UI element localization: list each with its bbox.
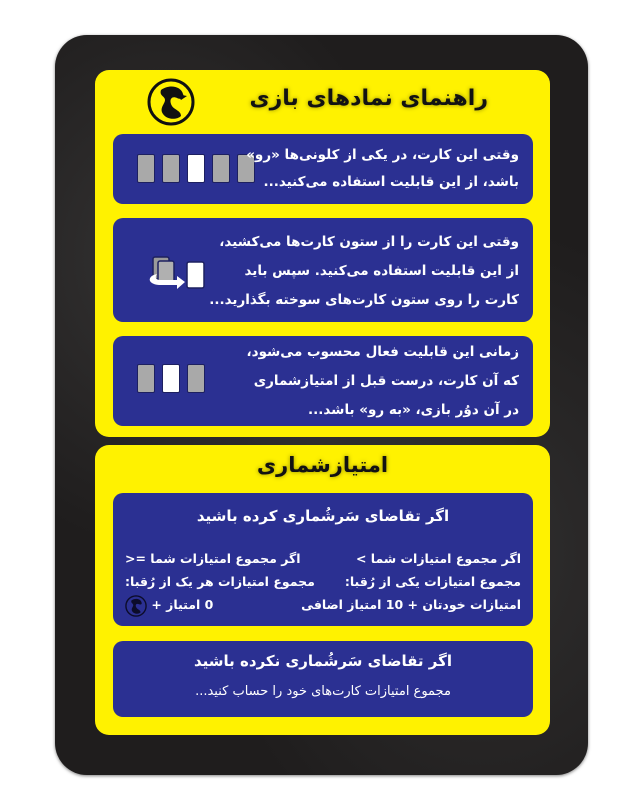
symbol-item-face-up-colony: [113, 134, 533, 204]
description-line: وقتی این کارت، در یکی از کلونی‌ها «رو»: [246, 147, 519, 163]
scoring-called-title: اگر تقاضای سَرشُماری کرده باشید: [196, 507, 450, 525]
symbol-description: [209, 228, 519, 315]
score-row: [125, 547, 521, 570]
score-row: [125, 570, 521, 593]
description-line: کارت را روی ستون کارت‌های سوخته بگذارید...: [209, 292, 519, 308]
description-line: که آن کارت، درست قبل از امتیازشماری: [253, 373, 519, 389]
rule-greater-equal-cond: مجموع امتیازات هر یک از رُقبا:: [125, 574, 315, 589]
rule-less-than: اگر مجموع امتیازات شما >: [355, 551, 521, 566]
mini-card-icon: [212, 154, 230, 183]
rule-greater-equal-result: [125, 593, 213, 617]
scoring-card: [95, 445, 550, 735]
rule-greater-equal: اگر مجموع امتیازات شما =<: [125, 551, 301, 566]
card-row-three-icon: [137, 364, 205, 393]
scoring-called-box: [113, 493, 533, 626]
description-line: باشد، از این قابلیت استفاده می‌کنید...: [263, 174, 519, 190]
description-line: زمانی این قابلیت فعال محسوب می‌شود،: [246, 344, 519, 360]
description-line: در آن دوُر بازی، «به رو» باشد...: [307, 402, 519, 418]
rule-less-than-result: امتیازات خودتان + 10 امتیاز اضافی: [301, 597, 521, 612]
mini-card-icon: [162, 154, 180, 183]
result-text: 0 امتیاز +: [151, 597, 214, 612]
scoring-title: امتیازشماری: [256, 453, 389, 477]
scoring-not-called-text: مجموع امتیازات کارت‌های خود را حساب کنید...: [195, 684, 451, 699]
symbol-description: [247, 338, 519, 425]
symbols-guide-card: [95, 70, 550, 437]
symbols-guide-title: راهنمای نمادهای بازی: [249, 86, 488, 111]
description-line: از این قابلیت استفاده می‌کنید. سپس باید: [244, 263, 519, 279]
scoring-rules: [125, 547, 521, 617]
mini-card-active-icon: [187, 154, 205, 183]
mini-card-icon: [137, 364, 155, 393]
mini-card-icon: [137, 154, 155, 183]
symbol-description: [246, 142, 519, 196]
symbol-item-before-scoring: [113, 336, 533, 426]
dragon-logo-icon: [147, 78, 195, 126]
mini-card-active-icon: [162, 364, 180, 393]
card-row-five-icon: [137, 154, 255, 183]
dragon-logo-icon: [125, 595, 147, 617]
symbol-item-draw-card: [113, 218, 533, 322]
swap-card-arrow-icon: [143, 256, 209, 290]
description-line: وقتی این کارت را از ستون کارت‌ها می‌کشید،: [219, 234, 519, 250]
score-row: [125, 593, 521, 617]
rule-less-than-cond: مجموع امتیازات یکی از رُقبا:: [344, 574, 521, 589]
mini-card-icon: [187, 364, 205, 393]
scoring-not-called-box: [113, 641, 533, 717]
scoring-not-called-title: اگر تقاضای سَرشُماری نکرده باشید: [194, 652, 452, 670]
